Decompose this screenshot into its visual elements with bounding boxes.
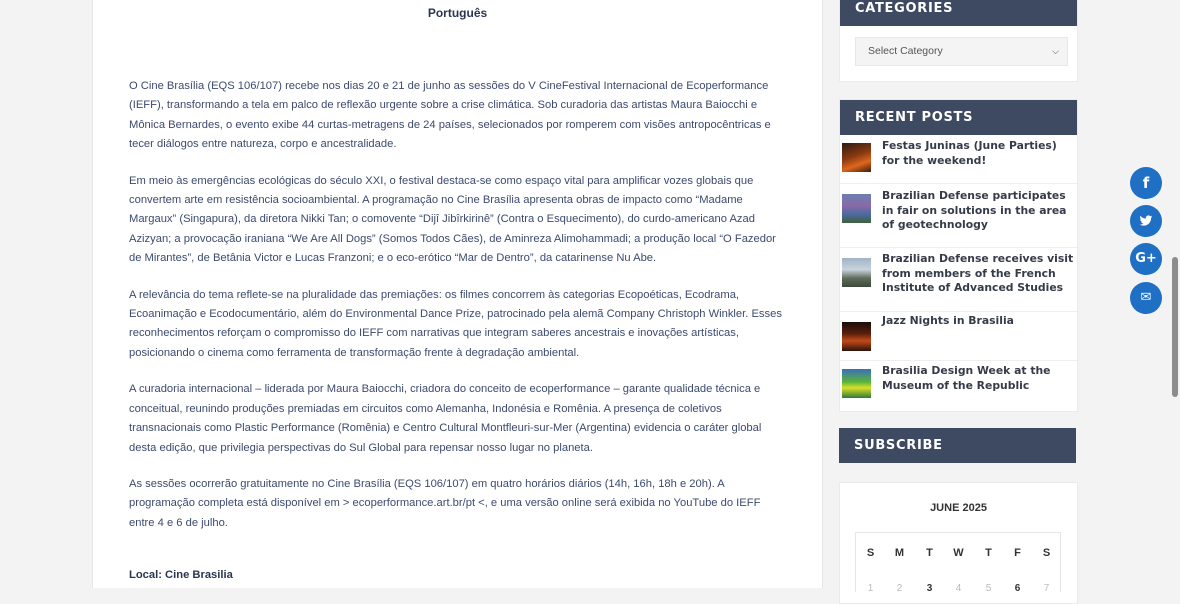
recent-post-item[interactable] — [840, 312, 1077, 361]
recent-post-link[interactable]: Festas Juninas (June Parties) for the weekend! — [882, 139, 1057, 167]
article-paragraph: Em meio às emergências ecológicas do século XXI, o festival destaca-se como espaço vital para amplificar vozes globais que convertem arte em resistência socioambiental. A programação no Cine Brasília apresenta obras de impacto como “Madame Margaux” (Singapura), da diretora Nikki Tan; o comovente “Dijî Jibîrkirinê” (Contra o Esquecimento), do curdo-americano Azad Azizyan; a provocação iraniana “We Are All Dogs” (Somos Todos Cães), de Aminreza Alimohammadi; a produção local “O Fazedor de Mirantes”, de Betânia Victor e Lucas Franzoni; e o eco-erótico “Mar de Dentro”, da catarinense Nu Abe. — [129, 174, 776, 265]
post-thumbnail[interactable] — [842, 322, 871, 351]
email-share-button[interactable] — [1130, 282, 1162, 314]
categories-title: CATEGORIES — [840, 0, 1077, 26]
email-icon: ✉ — [1140, 290, 1152, 305]
recent-post-item[interactable] — [840, 184, 1077, 248]
subscribe-title: SUBSCRIBE — [839, 428, 1076, 463]
calendar-month: JUNE 2025 — [930, 502, 987, 514]
recent-post-item[interactable] — [840, 361, 1077, 411]
categories-widget — [839, 0, 1078, 82]
calendar-day[interactable]: 3 — [926, 583, 933, 594]
chevron-down-icon: ⌵ — [1052, 46, 1059, 56]
recent-post-link[interactable]: Brazilian Defense receives visit from members of the French Institute of Advanced Studies — [882, 252, 1074, 294]
googleplus-icon: G+ — [1135, 251, 1157, 266]
page-scrollbar[interactable] — [1170, 0, 1180, 588]
calendar-weekday: T — [926, 547, 933, 559]
recent-post-link[interactable]: Jazz Nights in Brasilia — [882, 314, 1014, 327]
category-select-value: Select Category — [868, 45, 943, 57]
recent-post-link[interactable]: Brazilian Defense participates in fair on solutions in the area of geotechnology — [882, 189, 1067, 231]
article-paragraph: As sessões ocorrerão gratuitamente no Cine Brasília (EQS 106/107) em quatro horários diários (14h, 16h, 18h e 20h). A programação completa está disponível em > ecoperformance.art.br/pt <, e uma versão online será exibida no YouTube do IEFF entre 4 e 6 de julho. — [129, 477, 761, 529]
category-select[interactable] — [855, 37, 1068, 66]
calendar-day[interactable]: 5 — [985, 583, 992, 594]
language-heading: Português — [427, 6, 488, 20]
recent-post-item[interactable] — [840, 248, 1077, 312]
calendar-day[interactable]: 4 — [955, 583, 962, 594]
calendar-grid — [855, 532, 1061, 592]
recent-post-link[interactable]: Brasilia Design Week at the Museum of the Republic — [882, 364, 1051, 392]
post-thumbnail[interactable] — [842, 258, 871, 287]
calendar-day[interactable]: 6 — [1014, 583, 1021, 594]
article-paragraph: A curadoria internacional – liderada por Maura Baiocchi, criadora do conceito de ecoperformance – garante qualidade técnica e conceitual, reunindo produções premiadas em circuitos como Alemanha, Indonésia e Romênia. A presença de coletivos transnacionais como Plastic Performance (Romênia) e Centro Cultural Montfleuri-sur-Mer (Argentina) evidencia o caráter global desta edição, que privilegia perspectivas do Sul Global para repensar nosso lugar no planeta. — [129, 383, 762, 454]
calendar-day[interactable]: 2 — [896, 583, 903, 594]
location-label: Local: Cine Brasilia — [129, 569, 233, 581]
calendar-weekday: S — [1042, 547, 1051, 559]
article-content — [129, 77, 789, 550]
calendar-widget — [839, 482, 1078, 604]
googleplus-share-button[interactable] — [1130, 243, 1162, 275]
calendar-day[interactable]: 7 — [1043, 583, 1050, 594]
facebook-share-button[interactable] — [1130, 167, 1162, 199]
calendar-weekday: M — [894, 547, 905, 559]
article-paragraph: A relevância do tema reflete-se na pluralidade das premiações: os filmes concorrem às categorias Ecopoéticas, Ecodrama, Ecoanimação e Ecodocumentário, além do Environmental Dance Prize, patrocinado pela alemã Company Christoph Winkler. Esses reconhecimentos reforçam o compromisso do IEFF com narrativas que integram saberes ancestrais e inovações artísticas, posicionando o cinema como ferramenta de transformação frente à degradação ambiental. — [129, 288, 782, 359]
post-thumbnail[interactable] — [842, 369, 871, 398]
facebook-icon: f — [1142, 174, 1150, 192]
recent-posts-title: RECENT POSTS — [840, 100, 1077, 135]
post-thumbnail[interactable] — [842, 143, 871, 172]
article-main — [92, 0, 823, 588]
scrollbar-thumb[interactable] — [1172, 257, 1178, 397]
twitter-share-button[interactable] — [1130, 205, 1162, 237]
calendar-weekday: F — [1014, 547, 1021, 559]
calendar-day[interactable]: 1 — [867, 583, 874, 594]
calendar-weekday: T — [985, 547, 992, 559]
post-thumbnail[interactable] — [842, 194, 871, 223]
subscribe-widget — [839, 428, 1076, 463]
calendar-weekday: S — [866, 547, 875, 559]
twitter-icon — [1139, 214, 1153, 228]
article-paragraph: O Cine Brasília (EQS 106/107) recebe nos dias 20 e 21 de junho as sessões do V CineFestival Internacional de Ecoperformance (IEFF), transformando a tela em palco de reflexão urgente sobre a crise climática. Sob curadoria das artistas Maura Baiocchi e Mônica Bernardes, o evento exibe 44 curtas-metragens de 24 países, selecionados por romperem com visões antropocêntricas e tecer diálogos entre natureza, corpo e ancestralidade. — [129, 80, 771, 151]
recent-posts-widget — [839, 99, 1078, 412]
calendar-weekday: W — [953, 547, 964, 559]
recent-post-item[interactable] — [840, 135, 1077, 184]
